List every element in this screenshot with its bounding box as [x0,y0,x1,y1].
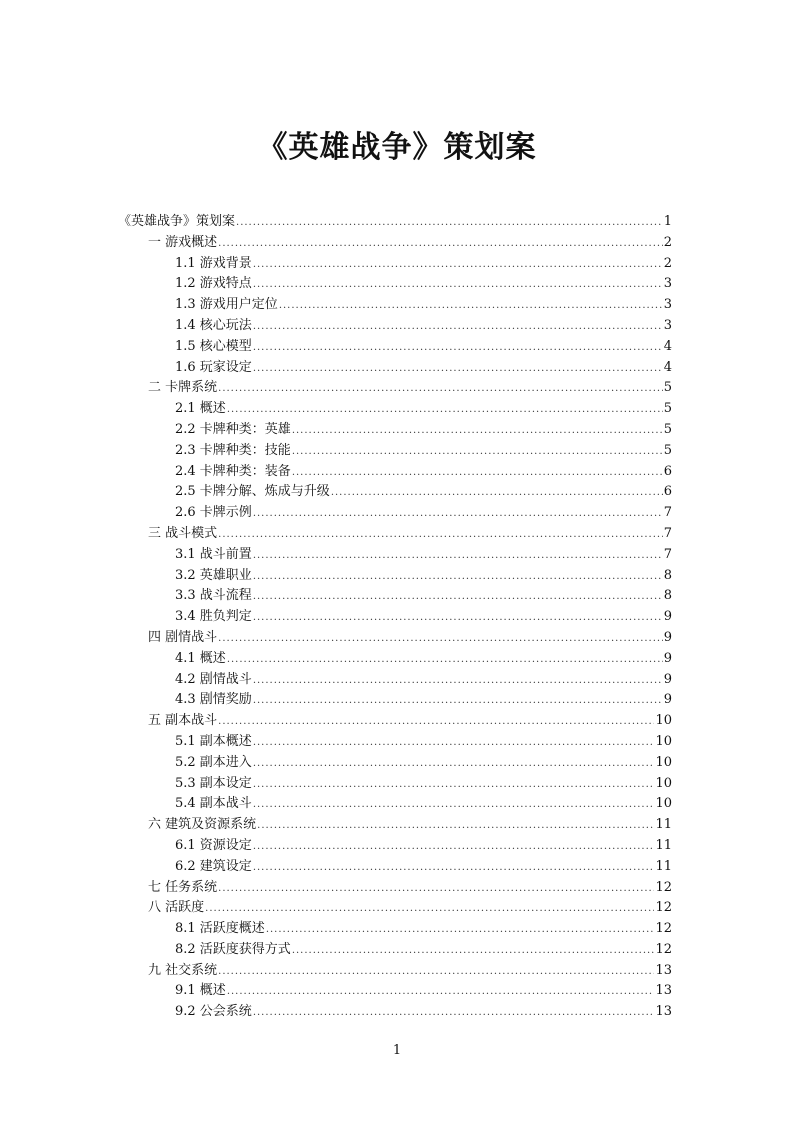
document-title: 《英雄战争》策划案 [257,130,537,165]
toc-dot-leader [253,837,655,858]
toc-entry-page: 9 [663,692,672,708]
toc-entry-title: 3.2 英雄职业 [175,567,252,583]
toc-entry-title: 1.5 核心模型 [175,338,252,354]
toc-entry-title: 8.2 活跃度获得方式 [175,941,291,957]
toc-entry-title: 七 任务系统 [148,879,218,895]
toc-entry-page: 9 [663,650,672,666]
toc-entry-title: 9.1 概述 [175,983,226,999]
toc-entry-page: 5 [663,401,672,417]
toc-dot-leader [253,754,655,775]
toc-entry-title: 九 社交系统 [148,962,218,978]
toc-entry-title: 2.2 卡牌种类：英雄 [175,421,291,437]
toc-entry[interactable] [118,482,672,503]
toc-entry-page: 12 [655,900,672,916]
toc-entry[interactable] [118,690,672,711]
toc-entry[interactable] [118,233,672,254]
toc-entry-title: 5.3 副本设定 [175,775,252,791]
toc-entry[interactable] [118,545,672,566]
toc-dot-leader [218,525,663,546]
toc-entry-page: 12 [655,921,672,937]
toc-dot-leader [227,982,655,1003]
toc-entry-title: 2.4 卡牌种类：装备 [175,463,291,479]
toc-entry[interactable] [118,898,672,919]
toc-dot-leader [253,795,655,816]
toc-entry-title: 2.5 卡牌分解、炼成与升级 [175,484,330,500]
toc-dot-leader [253,608,663,629]
toc-dot-leader [279,296,663,317]
toc-dot-leader [253,858,655,879]
page-number: 1 [392,1043,402,1058]
toc-entry[interactable] [118,441,672,462]
toc-entry-title: 3.4 胜负判定 [175,609,252,625]
toc-entry-page: 1 [663,214,672,229]
toc-dot-leader [236,213,663,234]
toc-entry[interactable] [118,649,672,670]
toc-entry[interactable] [118,878,672,899]
toc-dot-leader [331,483,663,504]
toc-dot-leader [218,234,663,255]
toc-dot-leader [253,317,663,338]
toc-entry-page: 12 [655,879,672,895]
toc-entry-page: 8 [663,588,672,604]
toc-entry-page: 10 [655,754,672,770]
toc-entry[interactable] [118,212,672,233]
toc-entry-page: 3 [663,317,672,333]
toc-dot-leader [253,1003,655,1024]
toc-dot-leader [218,962,654,983]
toc-entry-page: 6 [663,484,672,500]
toc-entry[interactable] [118,358,672,379]
toc-entry-title: 三 战斗模式 [148,525,218,541]
toc-entry-page: 11 [655,858,672,874]
toc-dot-leader [227,400,663,421]
toc-entry[interactable] [118,940,672,961]
toc-entry[interactable] [118,399,672,420]
toc-entry-page: 11 [655,837,672,853]
toc-entry[interactable] [118,337,672,358]
toc-dot-leader [218,712,654,733]
toc-entry-page: 10 [655,713,672,729]
toc-dot-leader [266,920,655,941]
toc-entry-title: 2.1 概述 [175,401,226,417]
toc-entry[interactable] [118,815,672,836]
toc-dot-leader [292,463,663,484]
toc-entry-title: 2.3 卡牌种类：技能 [175,442,291,458]
toc-entry[interactable] [118,711,672,732]
toc-entry-page: 5 [663,442,672,458]
toc-entry-page: 9 [663,609,672,625]
toc-dot-leader [292,941,655,962]
toc-entry[interactable] [118,254,672,275]
toc-entry-title: 6.2 建筑设定 [175,858,252,874]
toc-entry-page: 9 [663,629,672,645]
toc-dot-leader [218,379,663,400]
toc-dot-leader [227,650,663,671]
toc-entry-title: 八 活跃度 [148,900,205,916]
toc-entry-title: 9.2 公会系统 [175,1004,252,1020]
toc-dot-leader [292,442,663,463]
toc-entry[interactable] [118,774,672,795]
toc-entry[interactable] [118,295,672,316]
toc-entry[interactable] [118,919,672,940]
toc-entry-title: 四 剧情战斗 [148,629,218,645]
toc-dot-leader [253,359,663,380]
toc-entry-page: 7 [663,525,672,541]
toc-entry-page: 12 [655,941,672,957]
toc-entry[interactable] [118,524,672,545]
toc-dot-leader [253,587,663,608]
toc-entry[interactable] [118,981,672,1002]
toc-entry[interactable] [118,753,672,774]
toc-entry-page: 8 [663,567,672,583]
toc-entry[interactable] [118,670,672,691]
toc-entry-page: 11 [655,817,672,833]
toc-entry[interactable] [118,378,672,399]
toc-entry-title: 六 建筑及资源系统 [148,817,257,833]
toc-entry-title: 《英雄战争》策划案 [118,214,236,229]
toc-entry-title: 1.6 玩家设定 [175,359,252,375]
toc-entry[interactable] [118,836,672,857]
toc-dot-leader [253,691,663,712]
toc-entry-title: 二 卡牌系统 [148,380,218,396]
toc-dot-leader [205,899,654,920]
toc-entry[interactable] [118,628,672,649]
toc-dot-leader [253,275,663,296]
toc-dot-leader [253,567,663,588]
toc-entry-title: 4.2 剧情战斗 [175,671,252,687]
toc-entry[interactable] [118,586,672,607]
toc-entry-page: 9 [663,671,672,687]
toc-entry[interactable] [118,794,672,815]
toc-entry[interactable] [118,316,672,337]
toc-entry-title: 5.1 副本概述 [175,733,252,749]
toc-entry-title: 一 游戏概述 [148,234,218,250]
toc-entry[interactable] [118,462,672,483]
toc-entry-page: 13 [655,962,672,978]
toc-entry-title: 1.4 核心玩法 [175,317,252,333]
toc-entry[interactable] [118,420,672,441]
toc-entry-page: 10 [655,775,672,791]
toc-entry[interactable] [118,961,672,982]
toc-dot-leader [253,546,663,567]
toc-dot-leader [253,671,663,692]
toc-entry-title: 4.1 概述 [175,650,226,666]
toc-entry[interactable] [118,607,672,628]
toc-dot-leader [253,733,655,754]
toc-dot-leader [253,338,663,359]
toc-dot-leader [253,775,655,796]
toc-entry-page: 6 [663,463,672,479]
toc-entry-page: 13 [655,1004,672,1020]
toc-entry-page: 10 [655,796,672,812]
toc-entry[interactable] [118,503,672,524]
toc-entry-title: 6.1 资源设定 [175,837,252,853]
toc-entry-title: 1.2 游戏特点 [175,276,252,292]
toc-dot-leader [253,255,663,276]
toc-entry[interactable] [118,857,672,878]
toc-entry-page: 5 [663,380,672,396]
toc-entry[interactable] [118,1002,672,1023]
toc-entry-page: 7 [663,505,672,521]
toc-dot-leader [218,629,663,650]
toc-entry-page: 13 [655,983,672,999]
toc-entry[interactable] [118,566,672,587]
toc-entry-page: 2 [663,255,672,271]
toc-entry[interactable] [118,732,672,753]
toc-entry-title: 8.1 活跃度概述 [175,921,265,937]
toc-entry-page: 2 [663,234,672,250]
toc-dot-leader [218,879,654,900]
toc-dot-leader [257,816,654,837]
toc-entry-title: 3.1 战斗前置 [175,546,252,562]
toc-entry-page: 5 [663,421,672,437]
toc-entry-title: 4.3 剧情奖励 [175,692,252,708]
toc-entry-title: 1.3 游戏用户定位 [175,297,278,313]
toc-entry-title: 5.4 副本战斗 [175,796,252,812]
toc-entry-title: 3.3 战斗流程 [175,588,252,604]
toc-dot-leader [292,421,663,442]
toc-entry-title: 1.1 游戏背景 [175,255,252,271]
table-of-contents [118,212,672,1023]
toc-dot-leader [253,504,663,525]
toc-entry[interactable] [118,274,672,295]
toc-entry-page: 7 [663,546,672,562]
toc-entry-page: 10 [655,733,672,749]
toc-entry-page: 4 [663,359,672,375]
toc-entry-title: 5.2 副本进入 [175,754,252,770]
toc-entry-page: 3 [663,276,672,292]
toc-entry-page: 3 [663,297,672,313]
toc-entry-page: 4 [663,338,672,354]
toc-entry-title: 五 副本战斗 [148,713,218,729]
toc-entry-title: 2.6 卡牌示例 [175,505,252,521]
